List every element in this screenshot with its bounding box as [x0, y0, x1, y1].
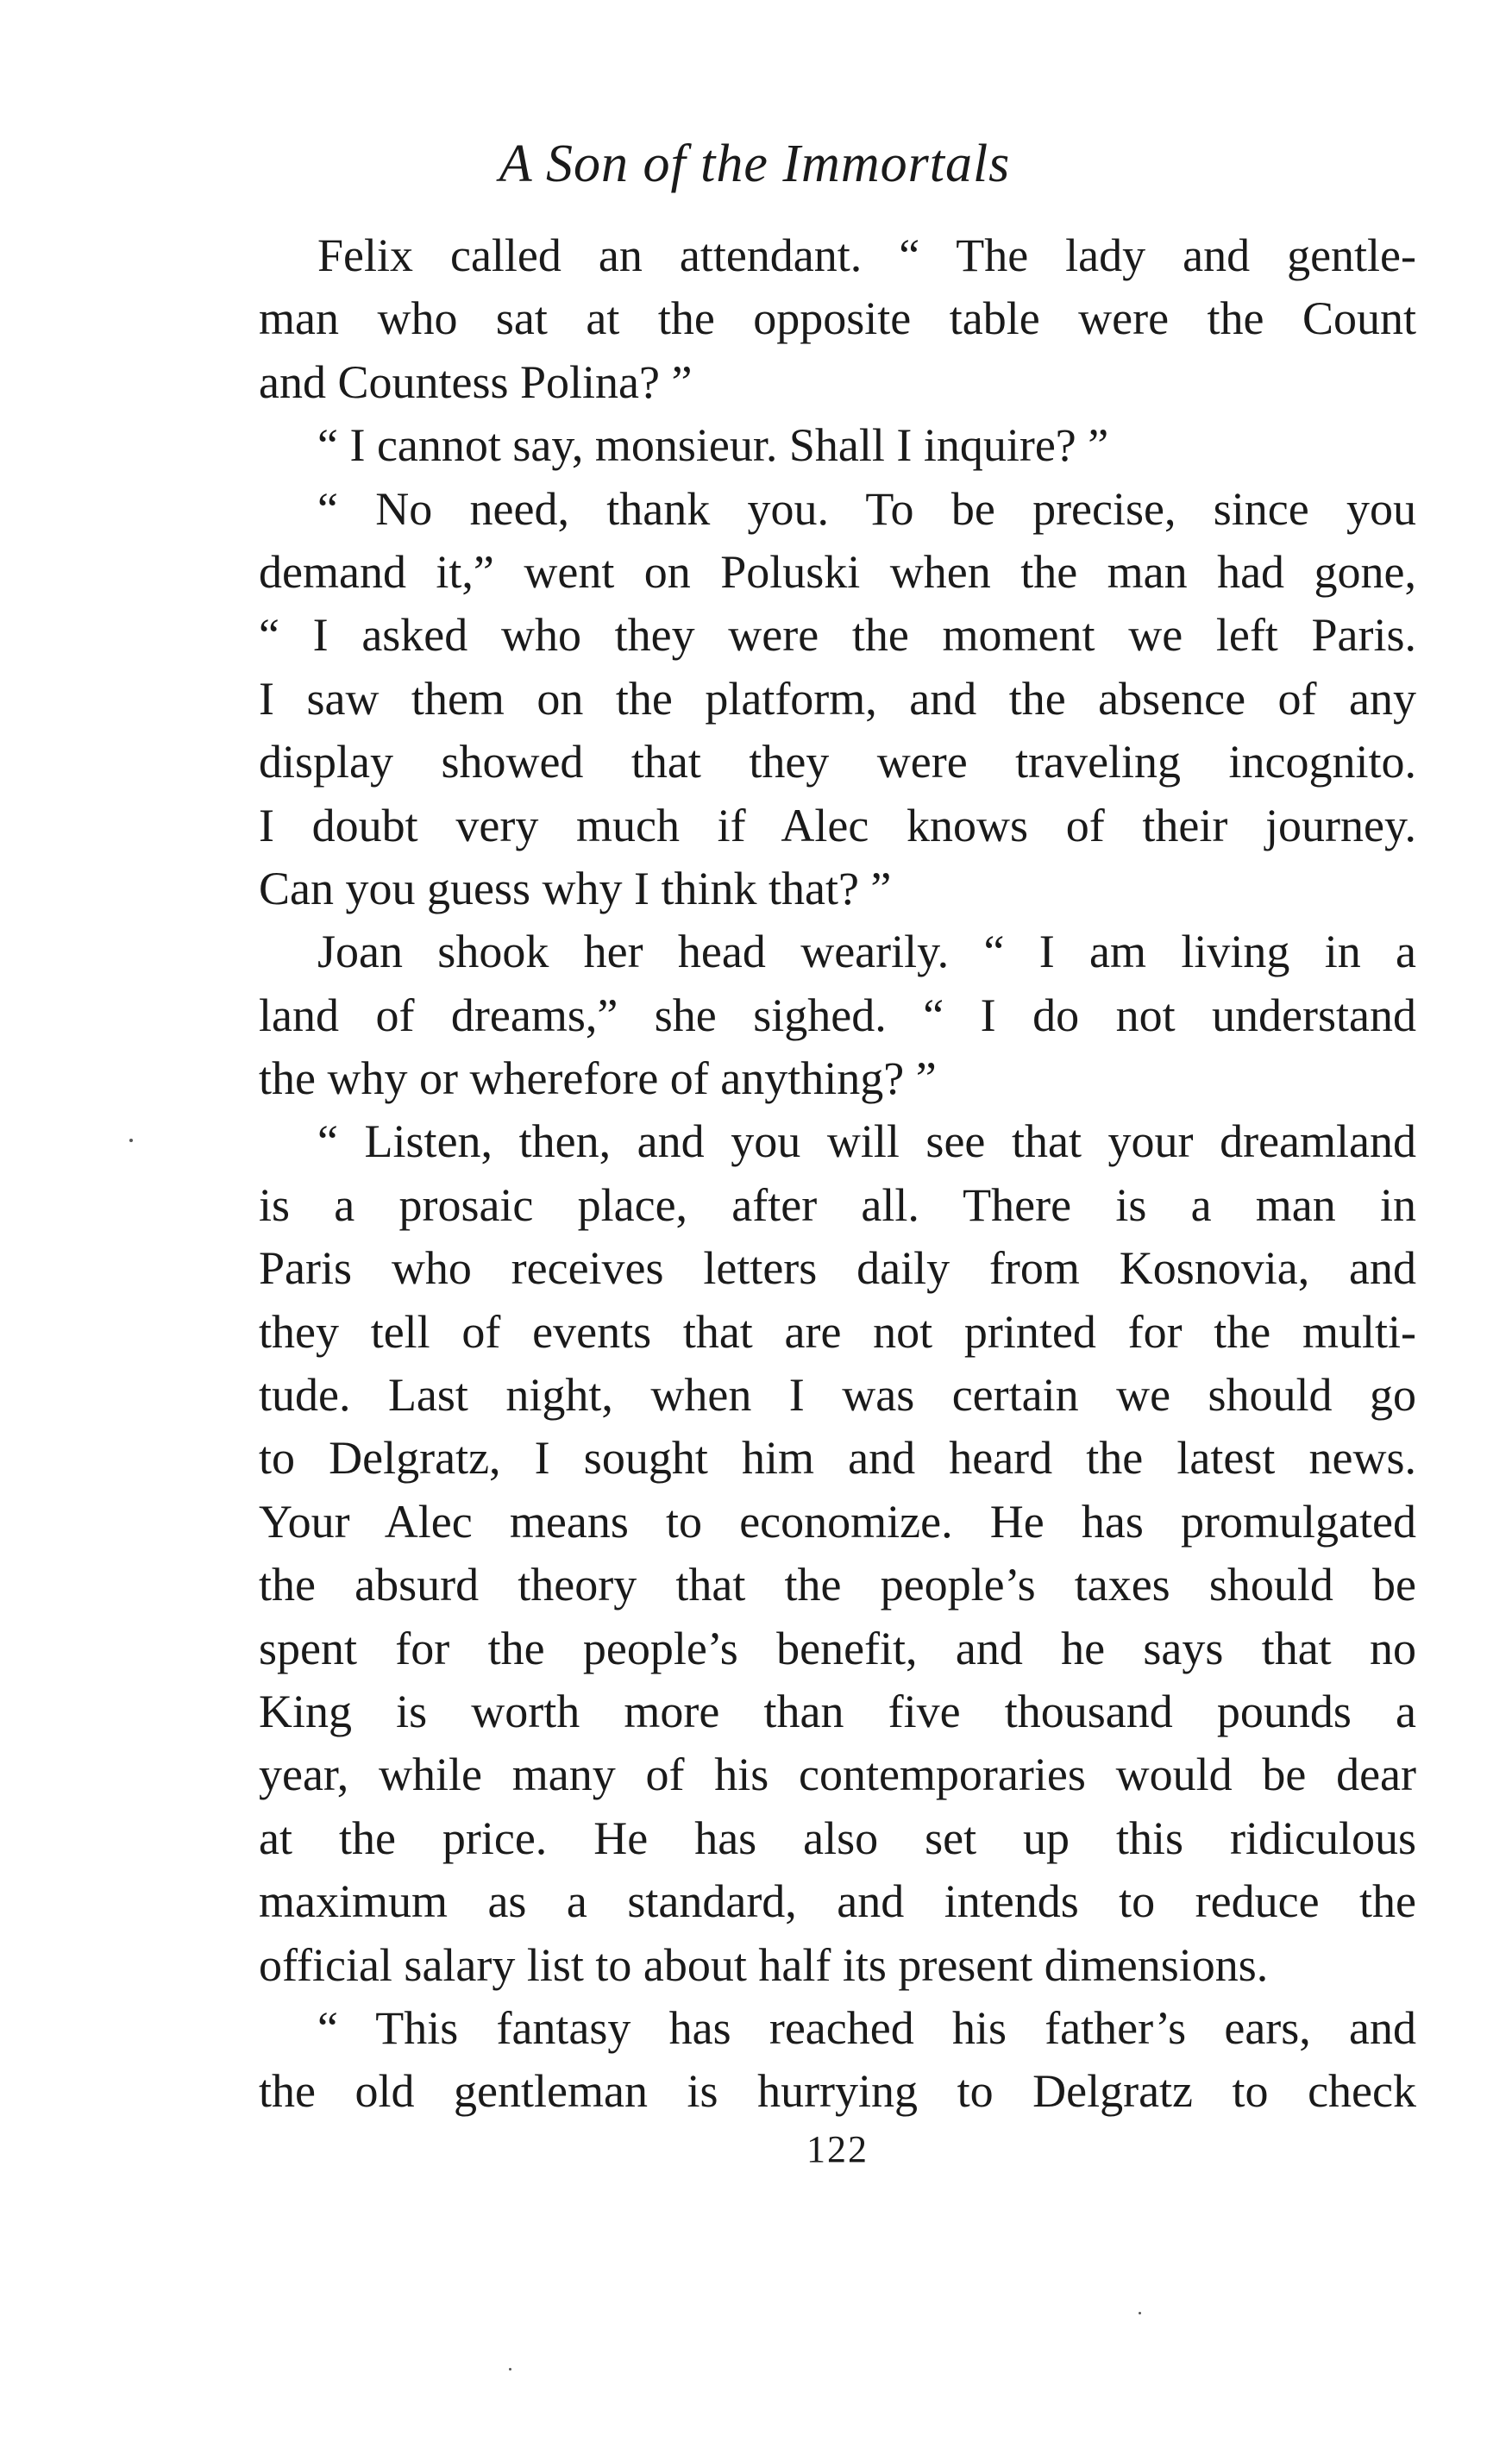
text-line: man who sat at the opposite table were the Count	[259, 292, 1416, 345]
text-line: tude. Last night, when I was certain we should go	[259, 1369, 1416, 1422]
page-number: 122	[806, 2128, 869, 2170]
text-line: to Delgratz, I sought him and heard the latest news.	[259, 1432, 1416, 1485]
text-line: “ This fantasy has reached his father’s ears, and	[317, 2001, 1416, 2054]
running-head: A Son of the Immortals	[499, 135, 1011, 193]
text-line: land of dreams,” she sighed. “ I do not understand	[259, 989, 1416, 1041]
text-line: the absurd theory that the people’s taxes should be	[259, 1559, 1416, 1611]
text-line: and Countess Polina? ”	[259, 355, 693, 408]
text-line: “ No need, thank you. To be precise, since you	[317, 482, 1416, 535]
body-text	[259, 224, 1416, 2124]
text-line: official salary list to about half its present dimensions.	[259, 1938, 1269, 1991]
text-line: “ I asked who they were the moment we left Paris.	[259, 609, 1416, 662]
text-line: spent for the people’s benefit, and he says that no	[259, 1622, 1416, 1674]
text-line: maximum as a standard, and intends to reduce the	[259, 1875, 1416, 1928]
paper-speck	[129, 1139, 133, 1142]
text-line: Can you guess why I think that? ”	[259, 862, 892, 914]
text-line: at the price. He has also set up this ridiculous	[259, 1812, 1416, 1864]
text-line: Your Alec means to economize. He has promulgated	[259, 1495, 1416, 1548]
text-line: Paris who receives letters daily from Kosnovia, and	[259, 1242, 1416, 1295]
text-line: I saw them on the platform, and the absence of any	[259, 672, 1416, 725]
text-line: “ I cannot say, monsieur. Shall I inquire? ”	[317, 419, 1109, 472]
paper-speck	[509, 2368, 511, 2371]
text-line: Joan shook her head wearily. “ I am living in a	[317, 926, 1416, 978]
text-line: the old gentleman is hurrying to Delgratz to check	[259, 2065, 1416, 2118]
text-line: year, while many of his contemporaries would be dear	[259, 1749, 1416, 1801]
paper-speck	[1139, 2312, 1141, 2314]
text-line: the why or wherefore of anything? ”	[259, 1052, 937, 1105]
text-line: demand it,” went on Poluski when the man had gone,	[259, 545, 1416, 598]
text-line: Felix called an attendant. “ The lady and gentle-	[317, 229, 1416, 281]
text-line: I doubt very much if Alec knows of their journey.	[259, 799, 1416, 851]
text-line: display showed that they were traveling incognito.	[259, 736, 1416, 788]
text-line: “ Listen, then, and you will see that your dreamland	[317, 1115, 1416, 1168]
text-line: King is worth more than five thousand pounds a	[259, 1685, 1416, 1737]
text-line: they tell of events that are not printed for the multi-	[259, 1305, 1416, 1358]
text-line: is a prosaic place, after all. There is a man in	[259, 1178, 1416, 1231]
